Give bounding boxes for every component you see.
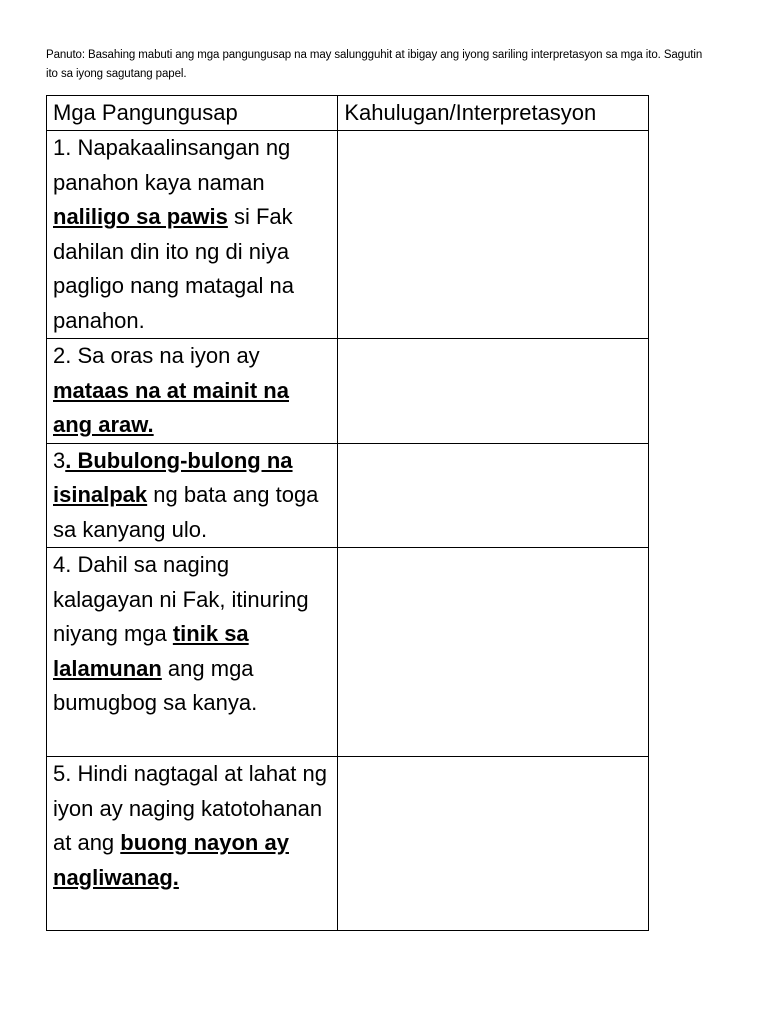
table-row [47,339,649,444]
header-sentences: Mga Pangungusap [47,96,338,131]
sentence-cell [47,339,338,444]
underlined-phrase: mataas na at mainit na ang araw. [53,377,289,437]
table-row [47,131,649,339]
underlined-phrase: . Bubulong-bulong na isinalpak [53,447,293,507]
worksheet-table [46,95,649,931]
sentence-text: si Fak dahilan din ito ng di niya pagligo nang matagal na panahon. [53,204,294,333]
sentence-text: 1. Napakaalinsangan ng panahon kaya naman [53,135,291,195]
table-header-row [47,96,649,131]
table-row [47,757,649,931]
sentence-text: 2. Sa oras na iyon ay [53,343,260,368]
underlined-phrase: tinik sa lalamunan [53,621,249,681]
sentence-text: ng bata ang toga sa kanyang ulo. [53,482,319,542]
sentence-cell [47,548,338,757]
sentence-cell [47,443,338,548]
answer-cell[interactable] [338,443,649,548]
sentence-text: ang mga bumugbog sa kanya. [53,655,258,715]
sentence-cell [47,131,338,339]
answer-cell[interactable] [338,757,649,931]
answer-cell[interactable] [338,131,649,339]
sentence-cell [47,757,338,931]
underlined-phrase: naliligo sa pawis [53,204,228,229]
sentence-text: 5. Hindi nagtagal at lahat ng iyon ay naging katotohanan at ang [53,761,327,855]
instructions-text: Panuto: Basahing mabuti ang mga pangungusap na may salungguhit at ibigay ang iyong sariling interpretasyon sa mga ito. Sagutin ito sa iyong sagutang papel. [46,49,703,80]
underlined-phrase: buong nayon ay nagliwanag. [53,830,289,890]
sentence-text: 3 [53,447,66,473]
table-row [47,548,649,757]
header-interpretation: Kahulugan/Interpretasyon [338,96,649,131]
answer-cell[interactable] [338,548,649,757]
table-row [47,443,649,548]
answer-cell[interactable] [338,339,649,444]
sentence-text: 4. Dahil sa naging kalagayan ni Fak, itinuring niyang mga [53,552,309,646]
